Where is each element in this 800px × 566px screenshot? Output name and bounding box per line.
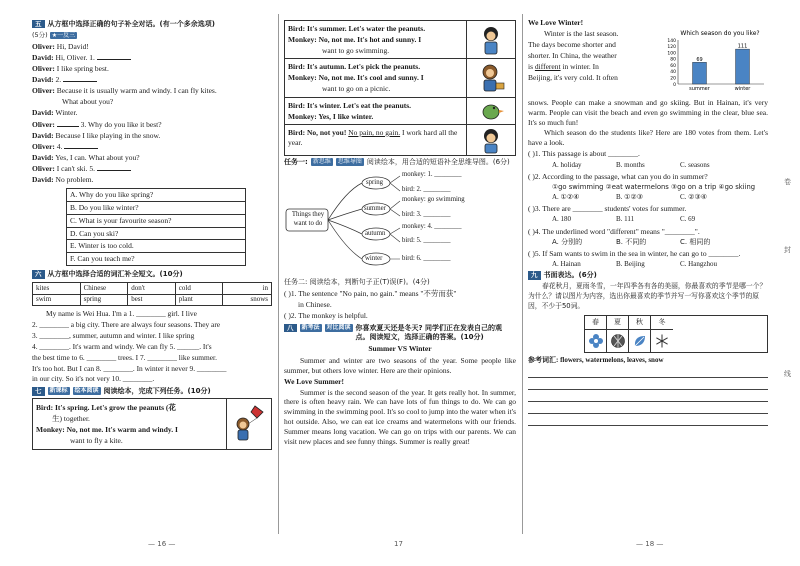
dialog-line: Oliver: I can't ski. 5.: [32, 164, 272, 174]
dialog-line: David: Hi, Oliver. 1.: [32, 53, 272, 63]
dialog-line: Oliver: Because it is usually warm and windy. I can fly kites.: [32, 86, 217, 96]
winter-paragraph: snows. People can make a snowman and go skiing. But in Hainan, it's very warm. People can visit the beach and even go swimming in the clear, blue sea. It's so much fun!: [528, 97, 768, 127]
mind-map-item: bird: 6. ________: [402, 255, 451, 263]
word-bank: [32, 282, 272, 305]
word: plant: [176, 295, 224, 305]
section-8-header: 八 新考法 对比阅读 你喜欢夏天还是冬天? 同学们正在发表自己的观点。阅读短文，选择正确的答案。(10分): [284, 324, 516, 342]
dialog-line: Oliver: I like spring best.: [32, 64, 109, 74]
word: in: [223, 283, 271, 294]
page-number: 17: [394, 540, 403, 548]
writing-line: [528, 402, 768, 414]
column-divider: [278, 14, 279, 534]
comic-table: [284, 20, 516, 156]
section-number: 五: [32, 20, 45, 28]
comic-panel-summer: Bird: It's summer. Let's water the peanuts. Monkey: No, not me. It's hot and sunny. I want to go swimming.: [285, 21, 515, 59]
dialog-line: Oliver: 3. Why do you like it best?: [32, 119, 162, 129]
word: best: [128, 295, 176, 305]
cloze-passage: My name is Wei Hua. I'm a 1. ________ girl. I live 2. ________ a big city. There are always four seasons. They are 3. ________, summer, autumn and winter. I like spring 4. ________. It's warm and windy. We can fly 5. ______. It's the best time to 6. ________ trees. I 7. ________ like summer. It's too hot. But I can 8. ________. In winter it never 9. ________ in our city. So it's not very 10. ________.: [32, 308, 227, 384]
article-title: Summer VS Winter: [368, 343, 432, 353]
data-label: 111: [737, 43, 748, 50]
y-tick-label: 40: [670, 70, 676, 76]
y-tick-label: 80: [670, 57, 676, 63]
y-tick-label: 100: [667, 51, 676, 57]
monkey-sad-illustration: [467, 125, 515, 155]
comic-panel-autumn: Bird: It's autumn. Let's pick the peanuts. Monkey: No, not me. It's cool and sunny. I want to go on a picnic.: [285, 59, 515, 97]
tf-question: ( )1. The sentence "No pain, no gain." means "不劳而获": [284, 288, 457, 298]
binding-mark: 线: [784, 370, 791, 378]
mind-map-item: monkey: 4. ________: [402, 223, 462, 231]
monkey-swim-illustration: [467, 21, 515, 58]
chart-title: Which season do you like?: [680, 29, 760, 37]
writing-line: [528, 366, 768, 378]
mind-map-season: winter: [365, 255, 383, 263]
section-5-score: (5分) ★一反三: [32, 31, 76, 40]
dialog-line: David: No problem.: [32, 174, 94, 184]
writing-line: [528, 414, 768, 426]
option: A. Why do you like spring?: [67, 189, 245, 202]
page-18-column: [528, 18, 768, 530]
options-box: [66, 188, 246, 266]
winter-with-chart: Winter is the last season. The days become shorter and shorter. In China, the weather is different in winter. In Beijing, it's very cold. It often Which season do you like? 140 120 100 80 60 40 20 0 69 summer 111 winter: [528, 28, 768, 97]
comic-panel-winter: Bird: It's winter. Let's eat the peanuts. Monkey: Yes, I like winter.: [285, 98, 515, 125]
y-tick-label: 120: [667, 44, 676, 50]
page-17-column: Bird: It's summer. Let's water the peanuts. Monkey: No, not me. It's hot and sunny. I want to go swimming. Bird: It's autumn. Let's pick the peanuts. Monkey: No, not me. It's cool and sunny. I want to go on a picnic. Bird: It's winter. Let's eat the peanuts. Monkey: Yes, I like winter. Bird: No, not you! No pain, no gain. I work hard all the year. 任务一: 新思维 思维导图 阅读绘本，用合适的短语补全思维导图。(6分) Things they want to do spring summer autumn winter monkey: 1. ________ bird: 2. ________ monkey: go swimming bird: 3. ________ monkey: 4. ________ bird: 5. ________ bird: 6. ________ 任务二: 阅读绘本，判断句子正(T)误(F)。(4分) ( )1. The sentence "No pain, no gain." means "不劳而获" in Chinese. ( )2. The monkey is helpful. 八 新考法 对比阅读 你喜欢夏天还是冬天? 同学们正在发表自己的观点。阅读短文，选择正确的答案。(10分) Summer VS Winter Summer and winter are two seasons of the year. Some people like summer, but others love winter. Here are their opinions. We Love Summer! Summer is the second season of the year. It gets really hot. In summer, there is often heavy rain. We can have lots of fun things to do. We can go swimming in the swimming pool. It's so cool to jump into the water when it's hot outside. Also, we can eat ice creams and watermelons with our friends. Summer means long vacation. We can go on trips with our parents. We can visit new places and see funny things. Summer is really great!: [284, 18, 516, 530]
category-label: winter: [734, 85, 751, 92]
task-1-header: 任务一: 新思维 思维导图 阅读绘本，用合适的短语补全思维导图。(6分): [284, 158, 510, 167]
dialog-line: Oliver: 4.: [32, 142, 272, 152]
category-label: summer: [689, 85, 710, 92]
mind-map-season: spring: [366, 179, 383, 187]
section-5-header: 五 从方框中选择正确的句子补全对话。(有一个多余选项): [32, 20, 272, 29]
dialog-line: David: Winter.: [32, 108, 78, 118]
leaf-icon: [629, 330, 651, 352]
flower-icon: [585, 330, 607, 352]
y-tick-label: 60: [670, 63, 676, 69]
monkey-kite-illustration: [227, 399, 271, 449]
answer-blank[interactable]: [97, 164, 131, 171]
y-tick-label: 140: [667, 38, 676, 44]
mind-map: [284, 169, 516, 274]
answer-blank[interactable]: [63, 75, 97, 82]
section-6-header: 六 从方框中选择合适的词汇补全短文。(10分): [32, 270, 272, 279]
page-16-column: [32, 18, 272, 530]
underlined-word: different: [534, 62, 561, 72]
reference-words: 参考词汇: flowers, watermelons, leaves, snow: [528, 355, 664, 364]
tf-question: ( )2. The monkey is helpful.: [284, 310, 368, 320]
y-tick-label: 0: [673, 82, 676, 88]
y-tick-label: 20: [670, 76, 676, 82]
mind-map-season: summer: [364, 205, 386, 213]
section-7-header: 七 新课标 绘本阅读 阅读绘本，完成下列任务。(10分): [32, 387, 272, 396]
watermelon-icon: [607, 330, 629, 352]
dialog-line: Oliver: Hi, David!: [32, 42, 89, 51]
mind-map-item: bird: 3. ________: [402, 211, 451, 219]
summer-heading: We Love Summer!: [284, 376, 344, 386]
votes-chart: [658, 28, 768, 97]
word: snows: [250, 295, 268, 303]
option: D. Can you ski?: [67, 228, 245, 241]
monkey-picnic-illustration: [467, 59, 515, 96]
writing-lines[interactable]: [528, 366, 768, 426]
answer-blank[interactable]: [64, 142, 98, 149]
comic-panel-spring: Bird: It's spring. Let's grow the peanuts (花 生) together. Monkey: No, not me. It's warm and windy. I want to fly a kite.: [32, 398, 272, 450]
mind-map-center: Things they want to do: [291, 211, 325, 228]
column-divider: [522, 14, 523, 534]
section-9-header: 九 书面表达。(6分): [528, 271, 768, 280]
season-label: 夏: [607, 316, 629, 330]
binding-mark: 卷: [784, 178, 791, 186]
word: swim: [33, 295, 81, 305]
snowflake-icon: [651, 330, 673, 352]
bird-illustration: [467, 98, 515, 124]
data-label: 69: [696, 56, 703, 63]
answer-blank[interactable]: [57, 120, 79, 127]
dialog: [32, 42, 272, 185]
option: E. Winter is too cold.: [67, 240, 245, 253]
writing-line: [528, 390, 768, 402]
option: C. What is your favourite season?: [67, 215, 245, 228]
page-number: — 16 —: [148, 540, 176, 548]
option: B. Do you like winter?: [67, 202, 245, 215]
dialog-line: David: Yes, I can. What about you?: [32, 152, 140, 162]
mc-questions: ( )1. This passage is about ________. A. holiday B. months C. seasons ( )2. According to the passage, what can you do in summer? ①go swimming ②eat watermelons ③go on a trip ④go skiing A. ①②④ B. ①②③ C. ②③④ ( )3. There are ________ students' votes for summer. A. 180 B. 111 C. 69 ( )4. The underlined word "different" means "________". A. 分别的 B. 不同的 C. 相同的 ( )5. If Sam wants to swim in the sea in winter, he can go to ________. A. Hainan B. Beijing C. Hangzhou: [528, 149, 756, 268]
binding-mark: 封: [784, 246, 791, 254]
winter-heading: We Love Winter!: [528, 18, 584, 27]
mind-map-season: autumn: [365, 230, 386, 238]
bar-winter: [736, 49, 750, 84]
word: Chinese: [81, 283, 129, 294]
dialog-line: David: 2.: [32, 75, 272, 85]
word: cold: [176, 283, 224, 294]
page-number: — 18 —: [636, 540, 664, 548]
writing-prompt: 春花秋月，夏雨冬雪，一年四季各有各的美丽，你最喜欢的季节是哪一个？为什么？请以图片为内容，选出你最喜欢的季节并写一写你喜欢这个季节的原因，不少于50词。: [528, 282, 767, 310]
comic-panel-ending: Bird: No, not you! No pain, no gain. I work hard all the year.: [285, 125, 515, 155]
answer-blank[interactable]: [97, 53, 131, 60]
task-2-header: 任务二: 阅读绘本，判断句子正(T)误(F)。(4分): [284, 278, 430, 287]
bar-summer: [693, 62, 707, 84]
season-grid: [584, 315, 768, 353]
mind-map-item: monkey: 1. ________: [402, 171, 462, 179]
word: kites: [33, 283, 81, 294]
dialog-line: David: Because I like playing in the snow.: [32, 130, 161, 140]
word: spring: [81, 295, 129, 305]
mind-map-item: bird: 5. ________: [402, 237, 451, 245]
season-label: 冬: [651, 316, 673, 330]
votes-paragraph: Which season do the students like? Here are 180 votes from them. Let's have a look.: [528, 128, 768, 148]
article-intro: Summer and winter are two seasons of the year. Some people like summer, but others love winter. Here are their opinions.: [284, 355, 516, 375]
season-label: 秋: [629, 316, 651, 330]
writing-line: [528, 378, 768, 390]
season-label: 春: [585, 316, 607, 330]
option: F. Can you teach me?: [70, 254, 135, 264]
summer-paragraph: Summer is the second season of the year. It gets really hot. In summer, there is often heavy rain. We can have lots of fun things to do. We can go swimming in the swimming pool. It's so cool to jump into the water when it's hot outside. Also, we can eat ice creams and watermelons with our friends. Summer means long vacation. We can go on trips with our parents. We can visit new places and see funny things. Summer is really great!: [284, 387, 516, 446]
dialog-line: What about you?: [62, 97, 114, 107]
mind-map-item: monkey: go swimming: [402, 196, 465, 204]
word: don't: [128, 283, 176, 294]
mind-map-item: bird: 2. ________: [402, 186, 451, 194]
